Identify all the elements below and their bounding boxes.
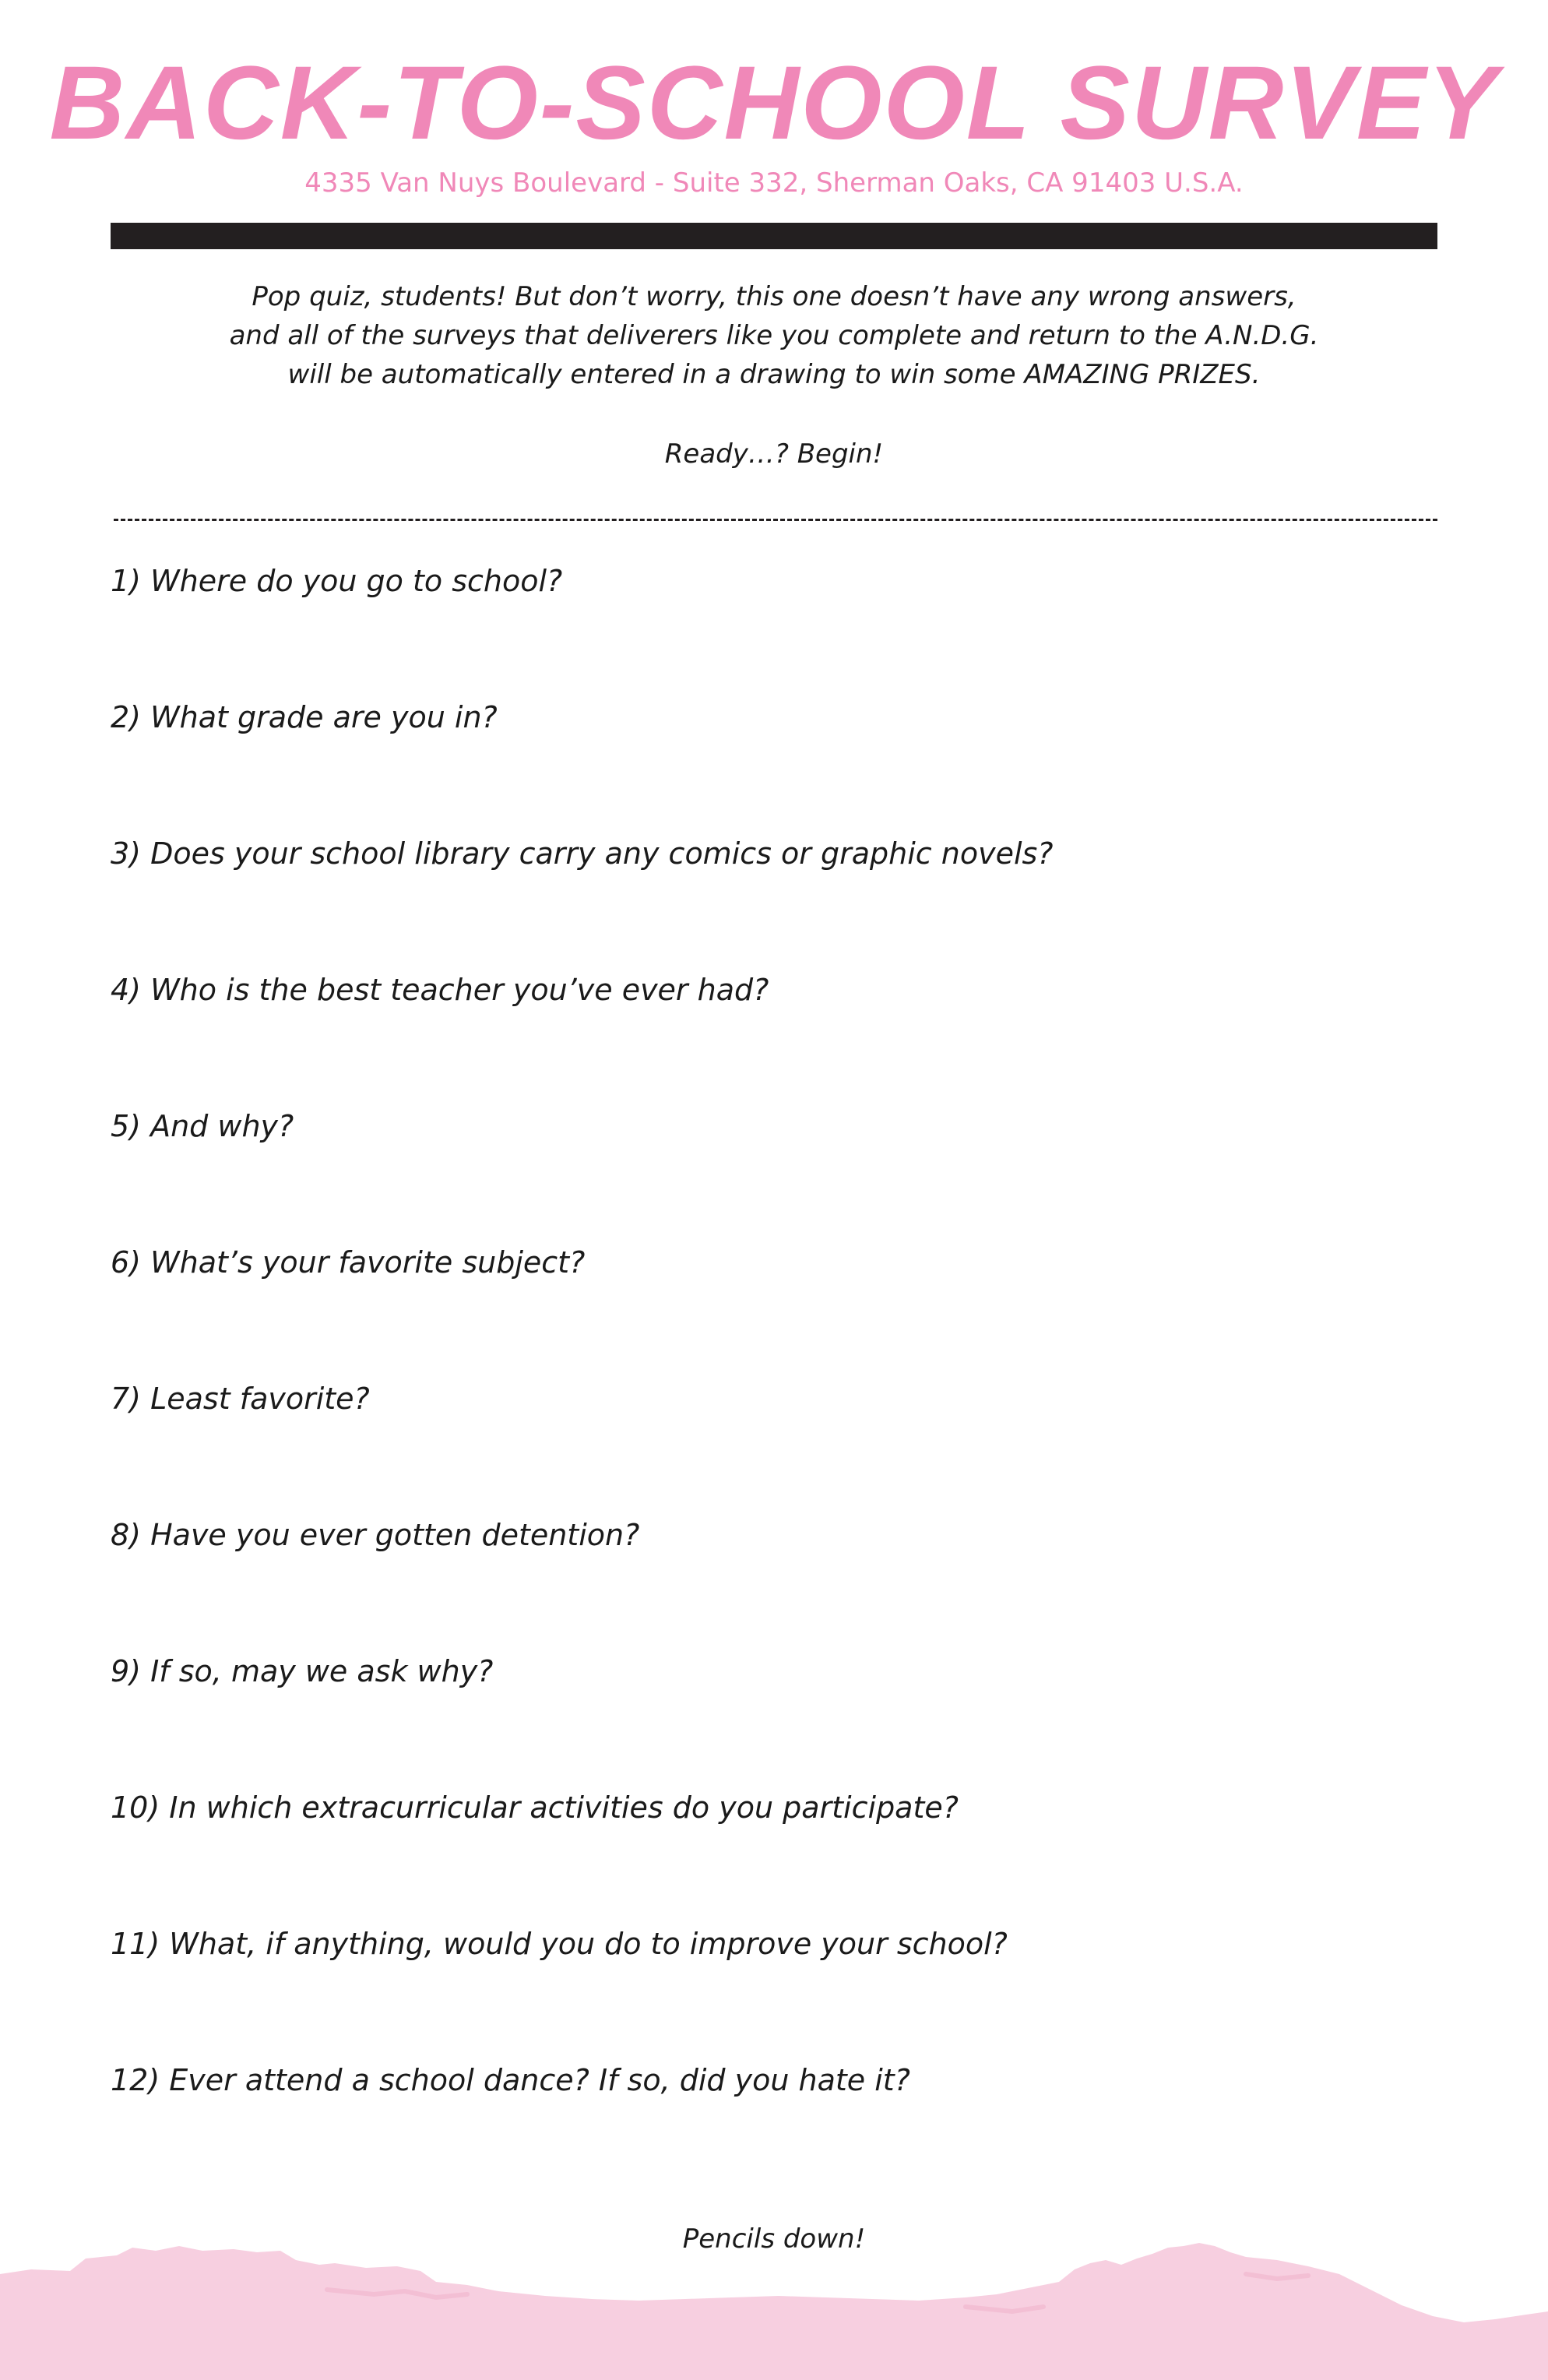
header-divider-bar	[111, 223, 1437, 249]
question-12: 12) Ever attend a school dance? If so, did you hate it?	[111, 2063, 910, 2097]
footer-text: Pencils down!	[682, 2223, 866, 2255]
question-11: 11) What, if anything, would you do to improve your school?	[111, 1927, 1008, 1961]
question-6: 6) What’s your favorite subject?	[111, 1245, 586, 1280]
survey-title: BACK-TO-SCHOOL SURVEY	[49, 45, 1499, 161]
dashed-divider	[114, 519, 1437, 521]
intro-line: Pop quiz, students! But don’t worry, this one doesn’t have any wrong answers,	[252, 281, 1296, 312]
question-2: 2) What grade are you in?	[111, 700, 498, 734]
question-7: 7) Least favorite?	[111, 1382, 370, 1416]
question-8: 8) Have you ever gotten detention?	[111, 1518, 640, 1552]
question-5: 5) And why?	[111, 1109, 294, 1143]
question-4: 4) Who is the best teacher you’ve ever had?	[111, 973, 769, 1007]
intro-line: will be automatically entered in a drawing to win some AMAZING PRIZES.	[287, 359, 1261, 390]
question-9: 9) If so, may we ask why?	[111, 1654, 494, 1688]
question-10: 10) In which extracurricular activities do you participate?	[111, 1790, 959, 1825]
intro-line: and all of the surveys that deliverers like you complete and return to the A.N.D.G.	[229, 320, 1319, 351]
question-1: 1) Where do you go to school?	[111, 564, 563, 598]
mailing-address: 4335 Van Nuys Boulevard - Suite 332, Sherman Oaks, CA 91403 U.S.A.	[304, 167, 1244, 199]
paint-shape	[0, 2243, 1548, 2380]
question-3: 3) Does your school library carry any comics or graphic novels?	[111, 836, 1054, 871]
ready-prompt: Ready…? Begin!	[664, 438, 884, 470]
intro-paragraph	[111, 277, 1437, 394]
